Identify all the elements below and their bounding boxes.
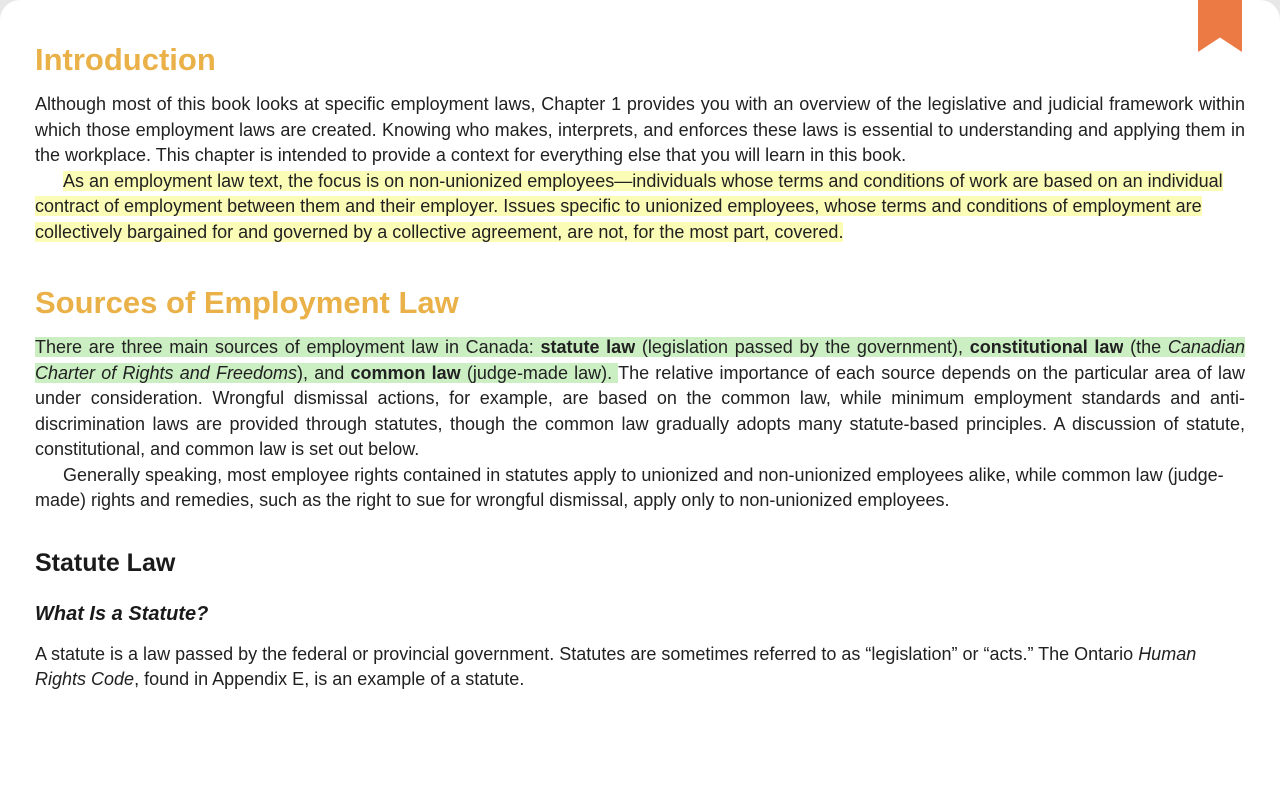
subsubsection-heading-what-is-a-statute: What Is a Statute? [35, 602, 209, 625]
section-heading-introduction: Introduction [35, 42, 216, 77]
intro-paragraph-1: Although most of this book looks at specific employment laws, Chapter 1 provides you with an overview of the legislative and judicial framework within which those employment laws are created. Knowing who makes, interprets, and enforces these laws is essential to understanding and applying them in the workplace. This chapter is intended to provide a context for everything else that you will learn in this book. [35, 94, 1245, 165]
subsection-heading-statute-law: Statute Law [35, 548, 176, 577]
section-heading-sources-of-employment-law: Sources of Employment Law [35, 285, 459, 320]
sources-paragraph-1-highlighted: There are three main sources of employment law in Canada: statute law (legislation passed by the government), constitutional law (the Canadian Charter of Rights and Freedoms), and common law (judge-made law). The relative importance of each source depends on the particular area of law under consideration. Wrongful dismissal actions, for example, are based on the common law, while minimum employment standards and anti-discrimination laws are provided through statutes, though the common law gradually adopts many statute-based principles. A discussion of statute, constitutional, and common law is set out below. [35, 337, 1245, 459]
sources-paragraph-2: Generally speaking, most employee rights contained in statutes apply to unionized and non-unionized employees alike, while common law (judge-made) rights and remedies, such as the right to sue for wrongful dismissal, apply only to non-unionized employees. [35, 464, 1224, 510]
statute-paragraph-1: A statute is a law passed by the federal or provincial government. Statutes are sometimes referred to as “legislation” or “acts.” The Ontario Human Rights Code, found in Appendix E, is an example of a statute. [35, 643, 1197, 689]
intro-paragraph-2-highlighted: As an employment law text, the focus is on non-unionized employees—individuals whose terms and conditions of work are based on an individual contract of employment between them and their employer. Issues specific to unionized employees, whose terms and conditions of employment are collectively bargained for and governed by a collective agreement, are not, for the most part, covered. [35, 170, 1223, 242]
